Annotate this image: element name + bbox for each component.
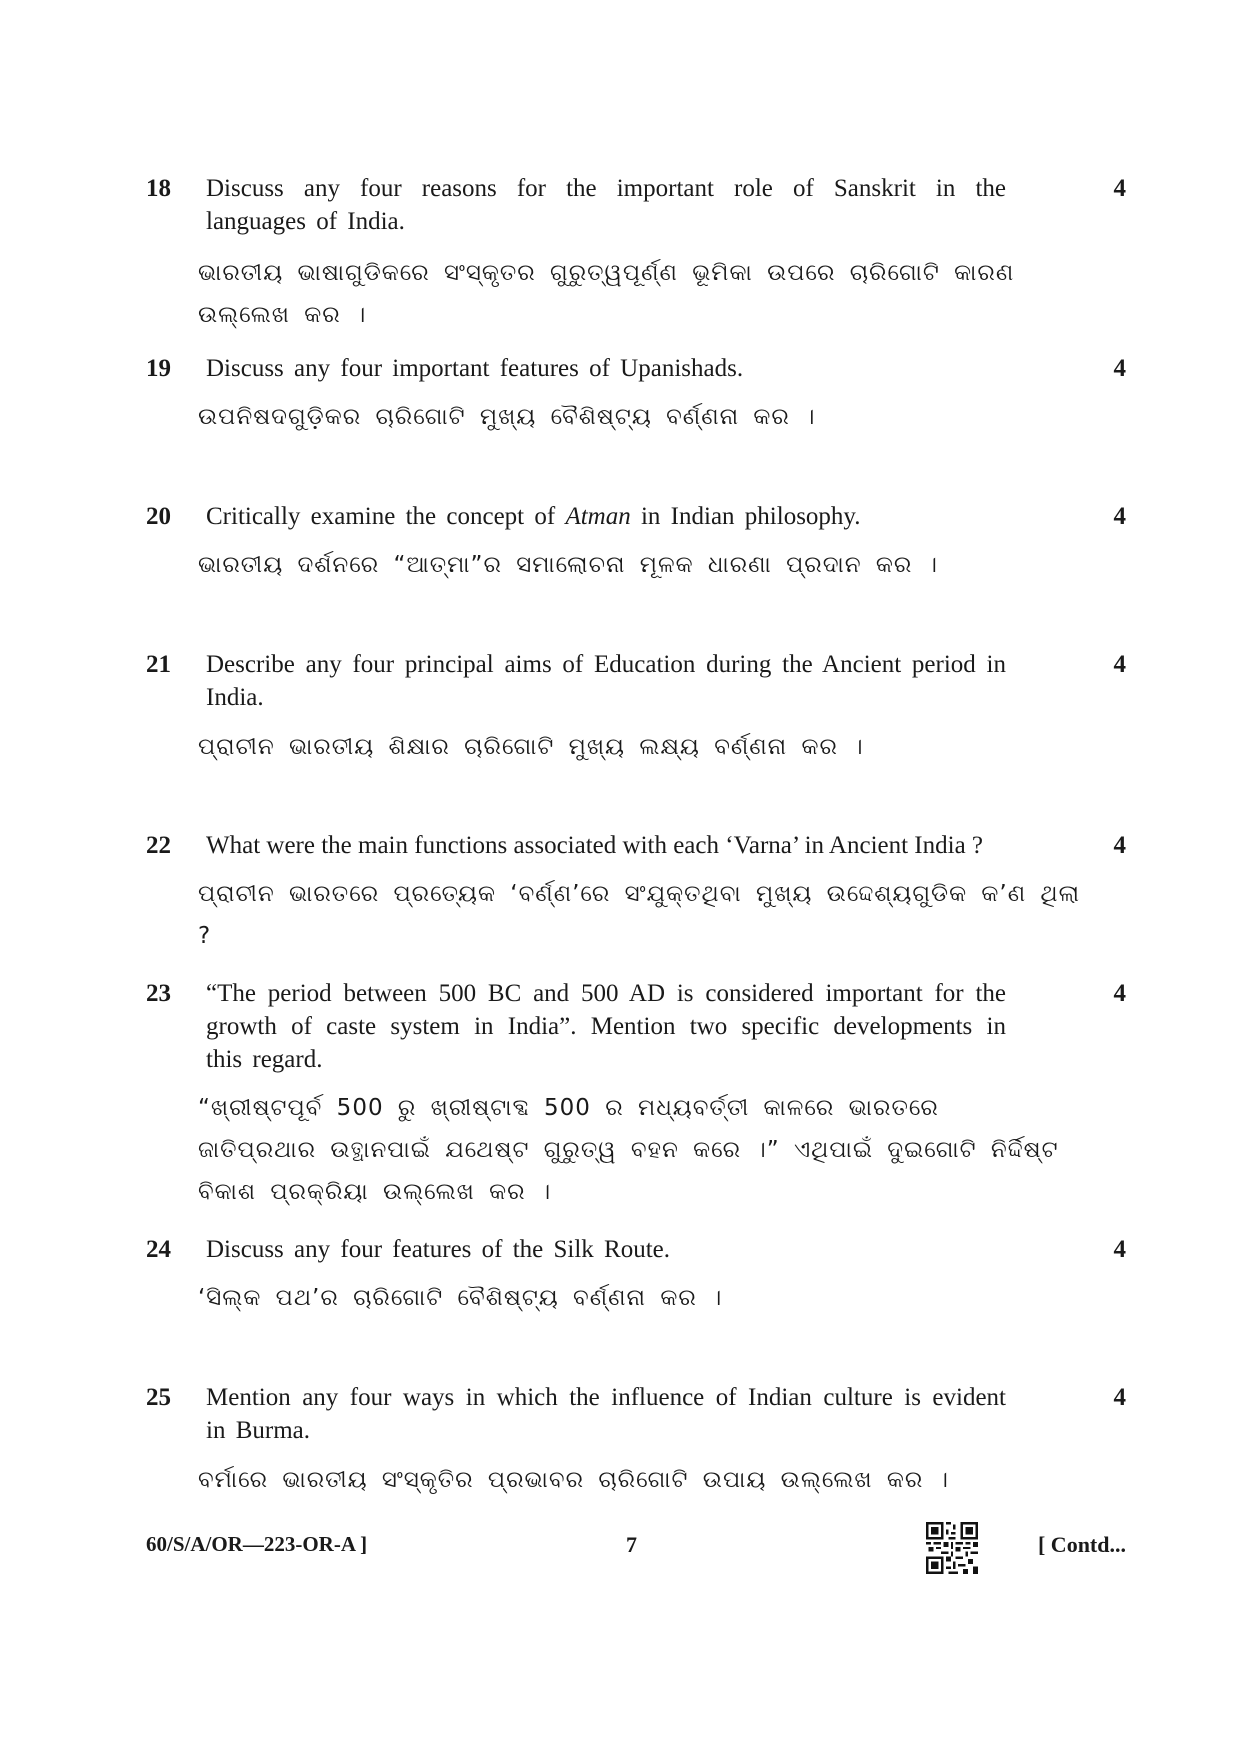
question-number: 22 (146, 832, 171, 859)
question-text-odia: ଉପନିଷଦଗୁଡ଼ିକର ଚାରିଗୋଟି ମୁଖ୍ୟ ବୈଶିଷ୍ଟ୍ୟ ବର୍ଣ୍ଣନା କର । (198, 404, 816, 430)
question-marks: 4 (1113, 1236, 1126, 1263)
question-number: 21 (146, 651, 171, 678)
paper-code: 60/S/A/OR—223-OR-A ] (146, 1532, 368, 1556)
question-marks: 4 (1113, 651, 1126, 678)
question-text-after: in Indian philosophy. (630, 503, 861, 530)
continued-label: [ Contd... (1037, 1532, 1126, 1557)
page-footer (146, 1522, 1126, 1574)
question-marks: 4 (1113, 503, 1126, 530)
question-text-english: “The period between 500 BC and 500 AD is considered important for the growth of caste system in India”. Mention two specific developments in this regard. (206, 980, 1006, 1073)
question-number: 19 (146, 355, 171, 382)
question-number: 18 (146, 175, 171, 202)
question-25 (146, 1381, 1126, 1506)
question-text-english: Describe any four principal aims of Education during the Ancient period in India. (206, 651, 1006, 711)
question-19 (146, 352, 1126, 447)
question-text-italic-term: Atman (565, 503, 631, 530)
page-number: 7 (626, 1532, 637, 1557)
question-text-english (206, 500, 1006, 533)
question-number: 23 (146, 980, 171, 1007)
question-marks: 4 (1113, 832, 1126, 859)
question-marks: 4 (1113, 175, 1126, 202)
question-text-english: What were the main functions associated with each ‘Varna’ in Ancient India ? (206, 832, 984, 859)
question-text-odia: ଭାରତୀୟ ଦର୍ଶନରେ “ଆତ୍ମା”ର ସମାଲୋଚନା ମୂଳକ ଧାରଣା ପ୍ରଦାନ କର । (198, 552, 939, 578)
question-marks: 4 (1113, 355, 1126, 382)
question-text-odia: ବର୍ମାରେ ଭାରତୀୟ ସଂସ୍କୃତିର ପ୍ରଭାବର ଚାରିଗୋଟି ଉପାୟ ଉଲ୍ଲେଖ କର । (198, 1467, 949, 1493)
question-marks: 4 (1113, 980, 1126, 1007)
question-21 (146, 648, 1126, 778)
question-text-odia: “ଖ୍ରୀଷ୍ଟପୂର୍ବ 500 ରୁ ଖ୍ରୀଷ୍ଟାବ୍ଦ 500 ର ମଧ୍ୟବର୍ତ୍ତୀ କାଳରେ ଭାରତରେ ଜାତିପ୍ରଥାର ଉତ୍ଥାନପାଇଁ ଯଥେଷ୍ଟ ଗୁରୁତ୍ୱ ବହନ କରେ ।” ଏଥିପାଇଁ ଦୁଇଗୋଟି ନିର୍ଦ୍ଦିଷ୍ଟ ବିକାଶ ପ୍ରକ୍ରିୟା ଉଲ୍ଲେଖ କର । (198, 1095, 1059, 1205)
question-20 (146, 500, 1126, 595)
question-text-odia: ଭାରତୀୟ ଭାଷାଗୁଡିକରେ ସଂସ୍କୃତର ଗୁରୁତ୍ୱପୂର୍ଣ୍ଣ ଭୂମିକା ଉପରେ ଚାରିଗୋଟି କାରଣ ଉଲ୍ଲେଖ କର । (198, 260, 1015, 328)
qr-code-icon (926, 1522, 978, 1574)
question-text-english: Discuss any four reasons for the important role of Sanskrit in the languages of India. (206, 175, 1006, 235)
question-number: 24 (146, 1236, 171, 1263)
question-text-english: Discuss any four features of the Silk Route. (206, 1236, 671, 1263)
question-marks: 4 (1113, 1384, 1126, 1411)
question-text-odia: ପ୍ରାଚୀନ ଭାରତୀୟ ଶିକ୍ଷାର ଚାରିଗୋଟି ମୁଖ୍ୟ ଲକ୍ଷ୍ୟ ବର୍ଣ୍ଣନା କର । (198, 734, 864, 760)
question-number: 20 (146, 503, 171, 530)
question-number: 25 (146, 1384, 171, 1411)
question-text-before: Critically examine the concept of (206, 503, 566, 530)
question-text-odia: ପ୍ରାଚୀନ ଭାରତରେ ପ୍ରତ୍ୟେକ ‘ବର୍ଣ୍ଣ’ରେ ସଂଯୁକ୍ତଥିବା ମୁଖ୍ୟ ଉଦ୍ଦେଶ୍ୟଗୁଡିକ କ’ଣ ଥିଲା ? (198, 881, 1081, 949)
question-22 (146, 829, 1126, 949)
question-text-english: Mention any four ways in which the influence of Indian culture is evident in Burma. (206, 1384, 1006, 1444)
question-24 (146, 1233, 1126, 1328)
question-18 (146, 172, 1126, 328)
question-text-english: Discuss any four important features of Upanishads. (206, 355, 744, 382)
question-23 (146, 977, 1126, 1205)
question-text-odia: ‘ସିଲ୍କ ପଥ’ର ଚାରିଗୋଟି ବୈଶିଷ୍ଟ୍ୟ ବର୍ଣ୍ଣନା କର । (198, 1285, 723, 1311)
